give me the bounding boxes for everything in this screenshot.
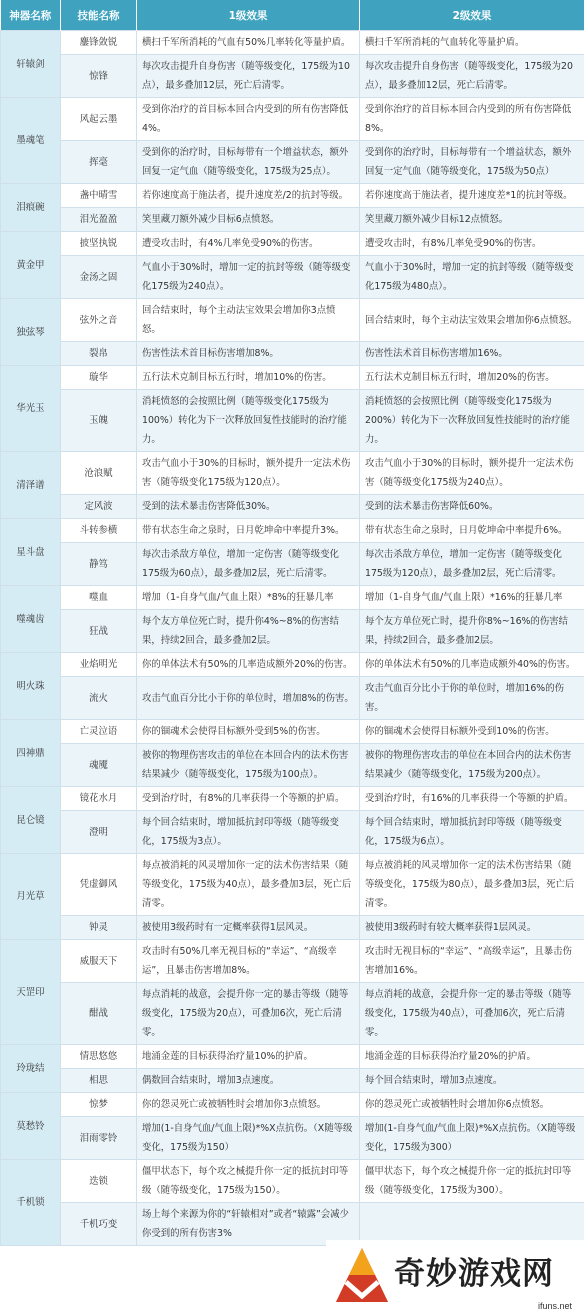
skill-name: 狂战 — [61, 610, 137, 653]
skill-name: 澄明 — [61, 811, 137, 854]
table-row — [1, 543, 584, 586]
level2-effect: 每个回合结束时，增加抵抗封印等级（随等级变化，175级为6点）。 — [360, 811, 584, 854]
skill-name: 斗转参横 — [61, 519, 137, 543]
level2-effect: 僵甲状态下，每个攻之械提升你一定的抵抗封印等级（随等级变化，175级为300）。 — [360, 1160, 584, 1203]
table-row — [1, 983, 584, 1045]
table-row — [1, 1093, 584, 1117]
skill-name: 魂魇 — [61, 744, 137, 787]
level1-effect: 被你的物理伤害攻击的单位在本回合内的法术伤害结果减少（随等级变化，175级为100点）。 — [137, 744, 360, 787]
skill-name: 凭虚御风 — [61, 854, 137, 916]
skill-name: 玉魄 — [61, 390, 137, 452]
level2-effect: 伤害性法术首目标伤害增加16%。 — [360, 342, 584, 366]
skill-name: 披坚执锐 — [61, 232, 137, 256]
level2-effect: 每个回合结束时，增加3点速度。 — [360, 1069, 584, 1093]
level1-effect: 场上每个来源为你的“轩辕相对”或者“辕露”会减少你受到的所有伤害3% — [137, 1203, 360, 1246]
level1-effect: 每个回合结束时，增加抵抗封印等级（随等级变化，175级为3点）。 — [137, 811, 360, 854]
table-row — [1, 720, 584, 744]
site-domain: ifuns.net — [537, 1301, 572, 1311]
skill-name: 泪光盈盈 — [61, 208, 137, 232]
level1-effect: 气血小于30%时，增加一定的抗封等级（随等级变化175级为240点）。 — [137, 256, 360, 299]
artifact-name: 华光玉 — [1, 366, 61, 452]
artifact-name: 独弦琴 — [1, 299, 61, 366]
level2-effect: 每个友方单位死亡时，提升你8%~16%的伤害结果，持续2回合，最多叠加2层。 — [360, 610, 584, 653]
table-row — [1, 811, 584, 854]
table-row — [1, 586, 584, 610]
table-row — [1, 1117, 584, 1160]
skill-name: 盏中晴雪 — [61, 184, 137, 208]
skill-name: 业焰明光 — [61, 653, 137, 677]
skill-name: 噬血 — [61, 586, 137, 610]
skill-name: 钟灵 — [61, 916, 137, 940]
level1-effect: 若你速度高于施法者，提升速度差/2的抗封等级。 — [137, 184, 360, 208]
level1-effect: 伤害性法术首目标伤害增加8%。 — [137, 342, 360, 366]
artifact-name: 清泽谱 — [1, 452, 61, 519]
header-level2-effect: 2级效果 — [360, 0, 584, 31]
level1-effect: 每次击杀敌方单位，增加一定伤害（随等级变化175级为60点），最多叠加2层，死亡后清零。 — [137, 543, 360, 586]
table-row — [1, 232, 584, 256]
artifact-name: 明火珠 — [1, 653, 61, 720]
table-row — [1, 1160, 584, 1203]
level1-effect: 横扫千军所消耗的气血有50%几率转化等量护盾。 — [137, 31, 360, 55]
table-row — [1, 916, 584, 940]
level1-effect: 受到你治疗的首目标本回合内受到的所有伤害降低4%。 — [137, 98, 360, 141]
level2-effect: 五行法术克制目标五行时，增加20%的伤害。 — [360, 366, 584, 390]
header-skill-name: 技能名称 — [61, 0, 137, 31]
table-row — [1, 256, 584, 299]
table-row — [1, 677, 584, 720]
level1-effect: 你的锢魂术会使得目标额外受到5%的伤害。 — [137, 720, 360, 744]
level1-effect: 增加（1-自身气血/气血上限）*8%的狂暴几率 — [137, 586, 360, 610]
level1-effect: 被使用3级药时有一定概率获得1层风灵。 — [137, 916, 360, 940]
level2-effect: 被你的物理伤害攻击的单位在本回合内的法术伤害结果减少（随等级变化，175级为200点）。 — [360, 744, 584, 787]
artifact-name: 四神鼎 — [1, 720, 61, 787]
table-row — [1, 452, 584, 495]
artifact-name: 莫愁铃 — [1, 1093, 61, 1160]
table-row — [1, 55, 584, 98]
level2-effect: 受到你的治疗时，目标每带有一个增益状态，额外回复一定气血（随等级变化，175级为50点） — [360, 141, 584, 184]
level1-effect: 攻击气血百分比小于你的单位时，增加8%的伤害。 — [137, 677, 360, 720]
level2-effect: 你的怨灵死亡或被牺牲时会增加你6点愤怒。 — [360, 1093, 584, 1117]
skill-name: 静笃 — [61, 543, 137, 586]
table-row — [1, 342, 584, 366]
table-row — [1, 940, 584, 983]
skill-name: 流火 — [61, 677, 137, 720]
table-row — [1, 184, 584, 208]
level2-effect: 若你速度高于施法者，提升速度差*1的抗封等级。 — [360, 184, 584, 208]
level1-effect: 僵甲状态下，每个攻之械提升你一定的抵抗封印等级（随等级变化，175级为150）。 — [137, 1160, 360, 1203]
table-row — [1, 141, 584, 184]
skill-name: 惊锋 — [61, 55, 137, 98]
level1-effect: 地涌金莲的目标获得治疗量10%的护盾。 — [137, 1045, 360, 1069]
level1-effect: 笑里藏刀额外减少目标6点愤怒。 — [137, 208, 360, 232]
skill-name: 相思 — [61, 1069, 137, 1093]
table-row — [1, 854, 584, 916]
level2-effect: 带有状态生命之泉时，日月乾坤命中率提升6%。 — [360, 519, 584, 543]
level2-effect: 增加(1-自身气血/气血上限)*%X点抗伤。（X随等级变化，175级为300） — [360, 1117, 584, 1160]
artifact-name: 星斗盘 — [1, 519, 61, 586]
skill-name: 酣战 — [61, 983, 137, 1045]
table-row — [1, 1069, 584, 1093]
artifact-name: 噬魂齿 — [1, 586, 61, 653]
table-row — [1, 208, 584, 232]
table-row — [1, 1045, 584, 1069]
artifact-name: 墨魂笔 — [1, 98, 61, 184]
table-row — [1, 495, 584, 519]
table-row — [1, 31, 584, 55]
level1-effect: 每点被消耗的风灵增加你一定的法术伤害结果（随等级变化，175级为40点），最多叠加3层，死亡后清零。 — [137, 854, 360, 916]
skill-name: 裂帛 — [61, 342, 137, 366]
level1-effect: 每个友方单位死亡时，提升你4%~8%的伤害结果，持续2回合，最多叠加2层。 — [137, 610, 360, 653]
site-name: 奇妙游戏网 — [394, 1256, 554, 1292]
level2-effect: 增加（1-自身气血/气血上限）*16%的狂暴几率 — [360, 586, 584, 610]
table-row — [1, 366, 584, 390]
skill-name: 鏖锋敛锐 — [61, 31, 137, 55]
skill-name: 千机巧变 — [61, 1203, 137, 1246]
skill-name: 挥毫 — [61, 141, 137, 184]
level1-effect: 增加(1-自身气血/气血上限)*%X点抗伤。（X随等级变化，175级为150） — [137, 1117, 360, 1160]
level2-effect: 气血小于30%时，增加一定的抗封等级（随等级变化175级为480点）。 — [360, 256, 584, 299]
table-row — [1, 653, 584, 677]
level1-effect: 带有状态生命之泉时，日月乾坤命中率提升3%。 — [137, 519, 360, 543]
level2-effect: 攻击气血百分比小于你的单位时，增加16%的伤害。 — [360, 677, 584, 720]
level2-effect: 受到治疗时，有16%的几率获得一个等额的护盾。 — [360, 787, 584, 811]
level2-effect: 被使用3级药时有较大概率获得1层风灵。 — [360, 916, 584, 940]
level1-effect: 五行法术克制目标五行时，增加10%的伤害。 — [137, 366, 360, 390]
skill-name: 迭锁 — [61, 1160, 137, 1203]
table-row — [1, 98, 584, 141]
artifact-name: 玲珑结 — [1, 1045, 61, 1093]
level2-effect: 攻击时无视目标的“幸运”、“高级幸运”，且暴击伤害增加16%。 — [360, 940, 584, 983]
skill-name: 亡灵泣语 — [61, 720, 137, 744]
level1-effect: 受到的法术暴击伤害降低30%。 — [137, 495, 360, 519]
level1-effect: 受到你的治疗时，目标每带有一个增益状态，额外回复一定气血（随等级变化，175级为25点）。 — [137, 141, 360, 184]
header-artifact-name: 神器名称 — [1, 0, 61, 31]
skill-name: 风起云墨 — [61, 98, 137, 141]
level1-effect: 消耗愤怒的会按照比例（随等级变化175级为100%）转化为下一次释放回复性技能时的治疗能力。 — [137, 390, 360, 452]
level2-effect: 攻击气血小于30%的目标时，额外提升一定法术伤害（随等级变化175级为240点）。 — [360, 452, 584, 495]
level1-effect: 你的怨灵死亡或被牺牲时会增加你3点愤怒。 — [137, 1093, 360, 1117]
skill-name: 璇华 — [61, 366, 137, 390]
level2-effect: 每次击杀敌方单位，增加一定伤害（随等级变化175级为120点），最多叠加2层，死亡后清零。 — [360, 543, 584, 586]
level2-effect: 受到你治疗的首目标本回合内受到的所有伤害降低8%。 — [360, 98, 584, 141]
artifact-name: 泪痕碗 — [1, 184, 61, 232]
artifact-name: 轩辕剑 — [1, 31, 61, 98]
table-row — [1, 610, 584, 653]
artifact-name: 昆仑镜 — [1, 787, 61, 854]
level2-effect: 回合结束时，每个主动法宝效果会增加你6点愤怒。 — [360, 299, 584, 342]
level1-effect: 你的单体法术有50%的几率造成额外20%的伤害。 — [137, 653, 360, 677]
level1-effect: 偶数回合结束时，增加3点速度。 — [137, 1069, 360, 1093]
level2-effect: 横扫千军所消耗的气血转化等量护盾。 — [360, 31, 584, 55]
artifact-name: 千机锁 — [1, 1160, 61, 1246]
table-header — [1, 0, 584, 31]
level2-effect: 消耗愤怒的会按照比例（随等级变化175级为200%）转化为下一次释放回复性技能时的治疗能力。 — [360, 390, 584, 452]
table-row — [1, 744, 584, 787]
site-watermark — [326, 1240, 584, 1314]
table-row — [1, 299, 584, 342]
artifact-name: 黄金甲 — [1, 232, 61, 299]
table-row — [1, 390, 584, 452]
artifact-name: 月光草 — [1, 854, 61, 940]
skill-name: 镜花水月 — [61, 787, 137, 811]
level1-effect: 攻击气血小于30%的目标时，额外提升一定法术伤害（随等级变化175级为120点）。 — [137, 452, 360, 495]
level1-effect: 遭受攻击时，有4%几率免受90%的伤害。 — [137, 232, 360, 256]
level2-effect: 每次攻击提升自身伤害（随等级变化，175级为20点），最多叠加12层，死亡后清零。 — [360, 55, 584, 98]
skill-name: 沧浪赋 — [61, 452, 137, 495]
level2-effect: 每点消耗的战意，会提升你一定的暴击等级（随等级变化，175级为40点），可叠加6次，死亡后清零。 — [360, 983, 584, 1045]
skill-name: 泪雨零铃 — [61, 1117, 137, 1160]
level2-effect: 笑里藏刀额外减少目标12点愤怒。 — [360, 208, 584, 232]
table-row — [1, 519, 584, 543]
skill-name: 威服天下 — [61, 940, 137, 983]
header-level1-effect: 1级效果 — [137, 0, 360, 31]
level2-effect: 你的锢魂术会使得目标额外受到10%的伤害。 — [360, 720, 584, 744]
level1-effect: 每次攻击提升自身伤害（随等级变化，175级为10点），最多叠加12层，死亡后清零。 — [137, 55, 360, 98]
level1-effect: 攻击时有50%几率无视目标的“幸运”、“高级幸运”，且暴击伤害增加8%。 — [137, 940, 360, 983]
level2-effect: 遭受攻击时，有8%几率免受90%的伤害。 — [360, 232, 584, 256]
level2-effect: 地涌金莲的目标获得治疗量20%的护盾。 — [360, 1045, 584, 1069]
level2-effect: 受到的法术暴击伤害降低60%。 — [360, 495, 584, 519]
site-logo-icon — [332, 1244, 392, 1308]
level1-effect: 受到治疗时，有8%的几率获得一个等额的护盾。 — [137, 787, 360, 811]
level2-effect: 每点被消耗的风灵增加你一定的法术伤害结果（随等级变化，175级为80点），最多叠加3层，死亡后清零。 — [360, 854, 584, 916]
level1-effect: 回合结束时，每个主动法宝效果会增加你3点愤怒。 — [137, 299, 360, 342]
level2-effect: 你的单体法术有50%的几率造成额外40%的伤害。 — [360, 653, 584, 677]
skill-name: 定风波 — [61, 495, 137, 519]
level1-effect: 每点消耗的战意，会提升你一定的暴击等级（随等级变化，175级为20点），可叠加6次，死亡后清零。 — [137, 983, 360, 1045]
skill-name: 金汤之固 — [61, 256, 137, 299]
skill-name: 情思悠悠 — [61, 1045, 137, 1069]
table-row — [1, 787, 584, 811]
artifact-name: 天罡印 — [1, 940, 61, 1045]
skill-name: 惊梦 — [61, 1093, 137, 1117]
skill-name: 弦外之音 — [61, 299, 137, 342]
